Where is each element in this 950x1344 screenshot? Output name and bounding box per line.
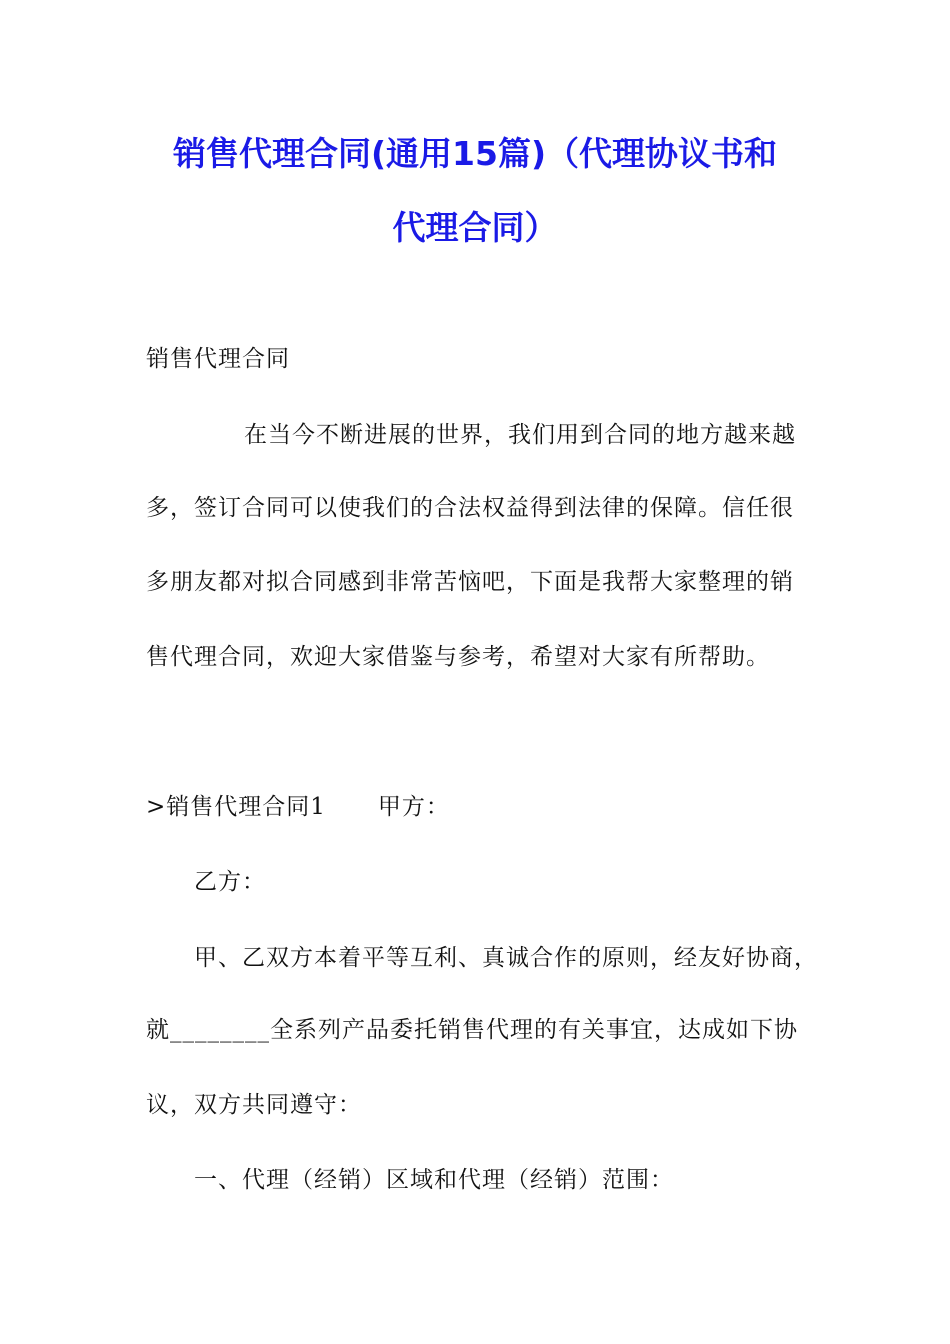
document-title-line-1: 销售代理合同(通用15篇)（代理协议书和 — [172, 134, 778, 173]
body-paragraph-line: 议，双方共同遵守： — [146, 1092, 362, 1118]
intro-paragraph-line: 在当今不断进展的世界，我们用到合同的地方越来越 — [244, 422, 796, 448]
body-paragraph-line: 甲、乙双方本着平等互利、真诚合作的原则，经友好协商， — [194, 945, 818, 971]
intro-paragraph-line: 多朋友都对拟合同感到非常苦恼吧，下面是我帮大家整理的销 — [146, 569, 794, 595]
contract-heading: >销售代理合同1 — [146, 794, 326, 820]
section-heading: 销售代理合同 — [146, 346, 290, 372]
document-title-line-2: 代理合同） — [392, 208, 558, 247]
intro-paragraph-line: 售代理合同，欢迎大家借鉴与参考，希望对大家有所帮助。 — [146, 644, 770, 670]
party-a-label: 甲方： — [377, 794, 450, 820]
contract-heading-row — [146, 791, 450, 823]
intro-paragraph-line: 多，签订合同可以使我们的合法权益得到法律的保障。信任很 — [146, 495, 794, 521]
party-b-label: 乙方： — [194, 869, 266, 895]
article-1-heading: 一、代理（经销）区域和代理（经销）范围： — [194, 1167, 674, 1193]
body-paragraph-line: 就________全系列产品委托销售代理的有关事宜，达成如下协 — [146, 1017, 798, 1043]
